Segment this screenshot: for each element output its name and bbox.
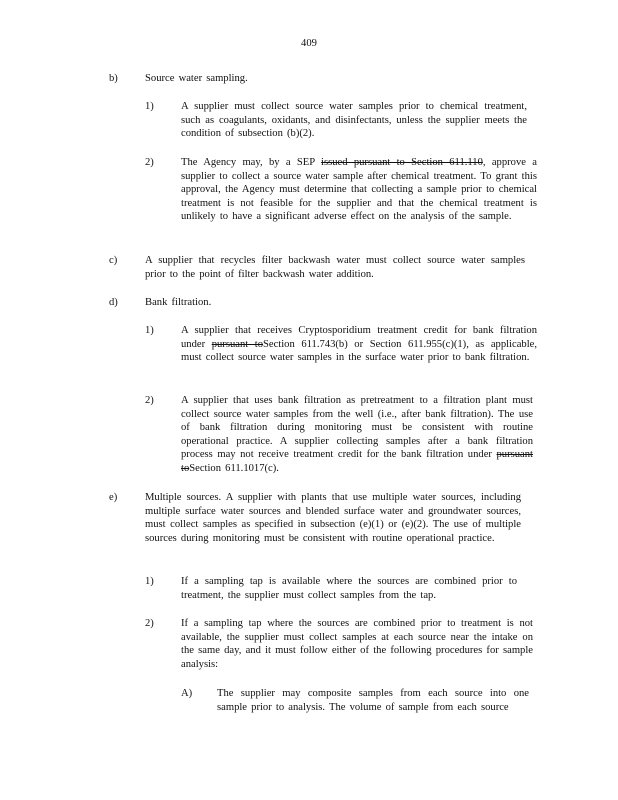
section-e-itemA-label: A) <box>181 688 193 699</box>
section-d-title: Bank filtration. <box>145 297 212 308</box>
section-d-label: d) <box>109 297 118 308</box>
section-b-item2-label: 2) <box>145 157 154 168</box>
section-e-text: Multiple sources. A supplier with plants that use multiple water sources, including multiple surface water sources and blended surface water and groundwater sources, must collect samples as specified in subsection (e)(1) or (e)(2). The use of multiple sources during monitoring must be consistent with routine operational practice. <box>145 492 521 544</box>
section-d-item2-post: Section 611.1017(c). <box>189 462 279 474</box>
section-d-item1-text <box>181 324 537 365</box>
section-d-item2-pre: A supplier that uses bank filtration as pretreatment to a filtration plant must collect source water samples from the well (i.e., after bank filtration). The use of bank filtration during monitoring must be consistent with routine operational practice. A supplier collecting samples after a bank filtration process may not receive treatment credit for the bank filtration under <box>181 395 533 461</box>
section-d-item1-pre: A supplier that receives Cryptosporidium treatment credit for bank filtration under <box>181 325 537 350</box>
section-b-label: b) <box>109 73 118 84</box>
section-c-text: A supplier that recycles filter backwash water must collect source water samples prior to the point of filter backwash water addition. <box>145 255 525 280</box>
section-e-itemA-text: The supplier may composite samples from each source into one sample prior to analysis. The volume of sample from each source <box>217 688 529 713</box>
section-b-item1-label: 1) <box>145 101 154 112</box>
section-d-item2-struck: pursuant to <box>181 449 533 474</box>
section-b-title: Source water sampling. <box>145 73 248 84</box>
section-e-item1-label: 1) <box>145 576 154 587</box>
section-c-label: c) <box>109 255 118 266</box>
section-d-item1-post: Section 611.743(b) or Section 611.955(c)(1), as applicable, must collect source water samples in the surface water prior to bank filtration. <box>181 338 537 364</box>
section-b-item2-text <box>181 156 537 224</box>
section-d-item2-text <box>181 394 533 476</box>
section-e-item1-text: If a sampling tap is available where the sources are combined prior to treatment, the supplier must collect samples from the tap. <box>181 576 517 601</box>
section-b-item1-text: A supplier must collect source water samples prior to chemical treatment, such as coagulants, oxidants, and disinfectants, unless the supplier meets the condition of subsection (b)(2). <box>181 101 527 140</box>
section-b-item2-post: , approve a supplier to collect a source water sample after chemical treatment. To grant this approval, the Agency must determine that collecting a sample prior to chemical treatment is not feasible for the supplier and that the chemical treatment is unlikely to have a significant adverse effect on the analysis of the sample. <box>181 157 537 223</box>
section-d-item1-label: 1) <box>145 325 154 336</box>
section-e-item2-label: 2) <box>145 618 154 629</box>
section-d-item2-label: 2) <box>145 395 154 406</box>
section-b-item2-struck: issued pursuant to Section 611.110 <box>321 157 483 168</box>
section-b-item2-pre: The Agency may, by a SEP <box>181 157 315 168</box>
section-e-item2-text: If a sampling tap where the sources are combined prior to treatment is not available, the supplier must collect samples at each source near the intake on the same day, and it must follow either of the following procedures for sample analysis: <box>181 618 533 670</box>
section-e-label: e) <box>109 492 118 503</box>
page-number: 409 <box>301 38 317 49</box>
section-d-item1-struck: pursuant to <box>211 338 263 350</box>
